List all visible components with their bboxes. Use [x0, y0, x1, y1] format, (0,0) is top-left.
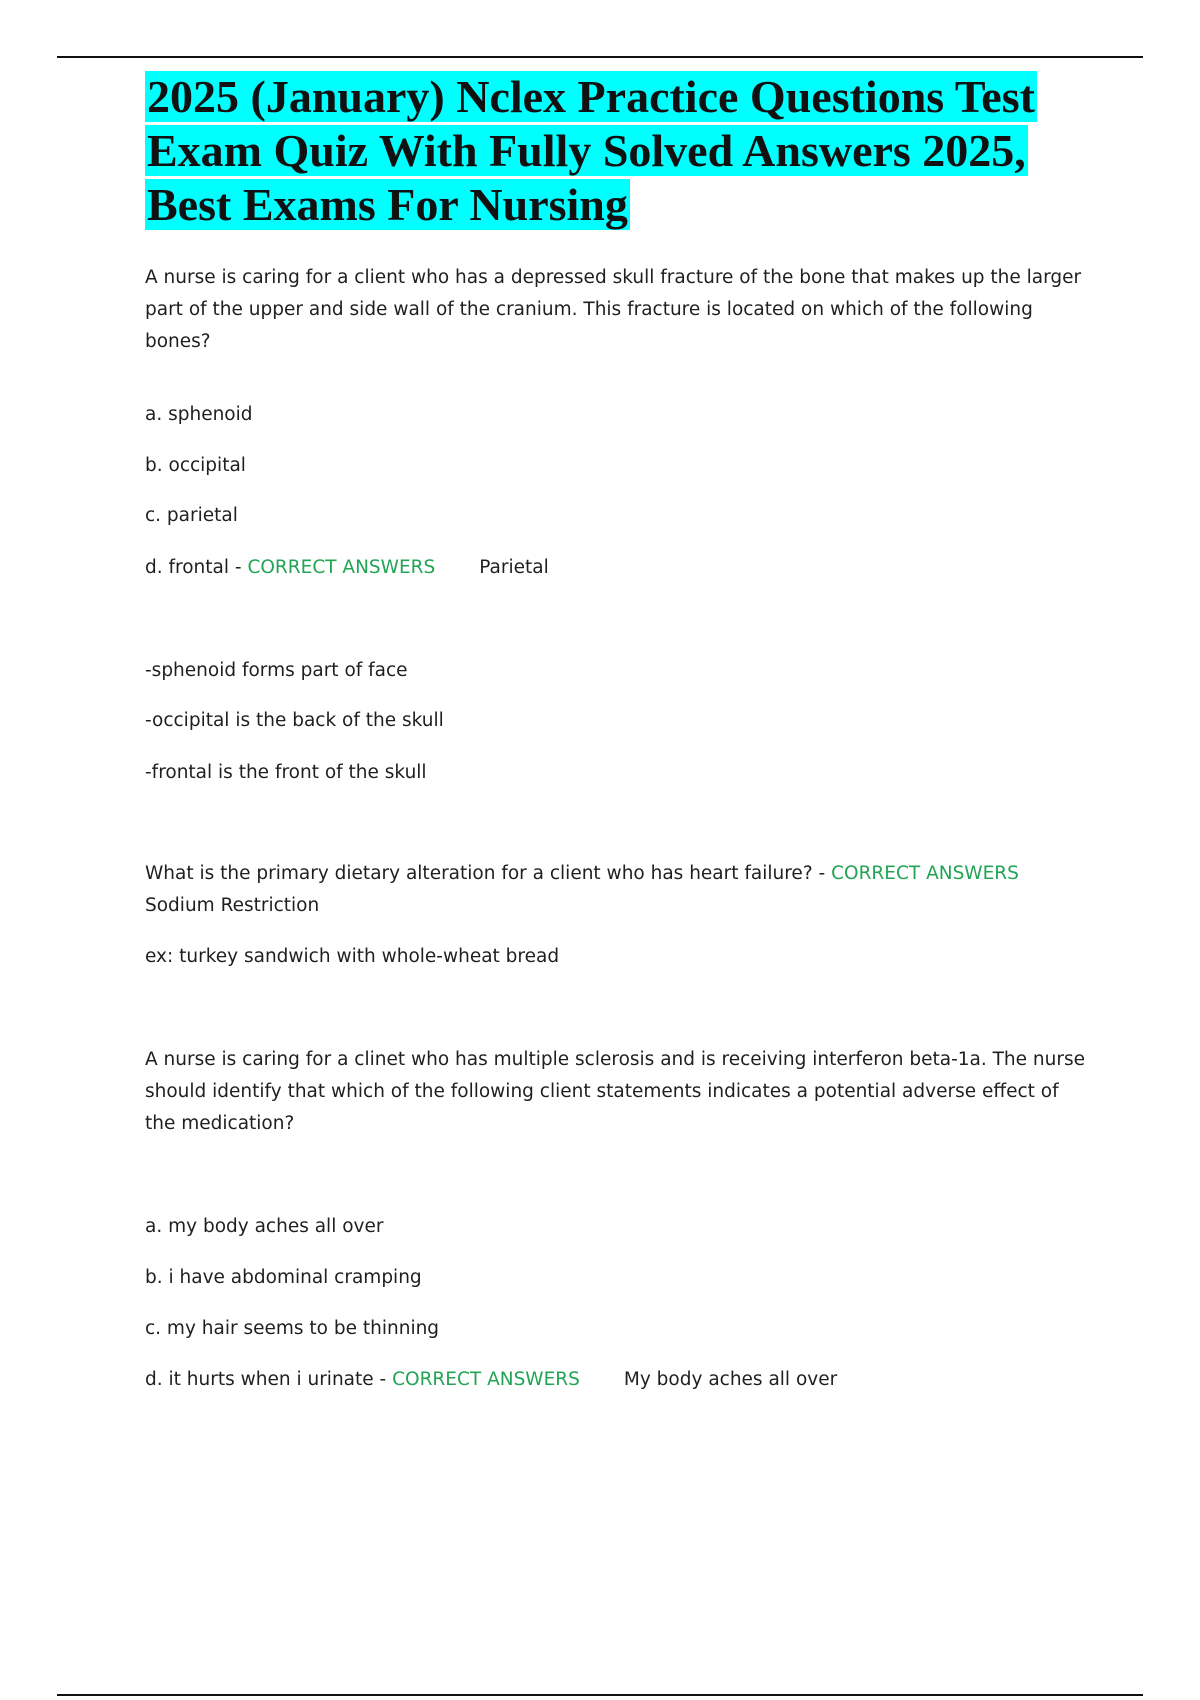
question-3-option-d-line [145, 1364, 837, 1396]
question-3-option-c: c. my hair seems to be thinning [145, 1318, 440, 1339]
correct-answers-label: CORRECT ANSWERS [831, 863, 1019, 884]
bottom-rule [57, 1694, 1143, 1696]
title-highlight: 2025 (January) Nclex Practice Questions Test Exam Quiz With Fully Solved Answers 2025, Best Exams For Nursing [147, 71, 1035, 230]
correct-answers-label: CORRECT ANSWERS [392, 1369, 580, 1390]
question-3-answer: My body aches all over [623, 1369, 838, 1390]
document-title [145, 70, 1085, 232]
question-2-stem: What is the primary dietary alteration for a client who has heart failure? - [145, 863, 826, 884]
question-3-option-b: b. i have abdominal cramping [145, 1267, 422, 1288]
question-3-stem: A nurse is caring for a clinet who has multiple sclerosis and is receiving interferon beta-1a. The nurse should identify that which of the following client statements indicates a potential adverse effect of the medication? [145, 1049, 1085, 1134]
question-1-answer: Parietal [479, 557, 549, 578]
question-1-stem: A nurse is caring for a client who has a depressed skull fracture of the bone that makes up the larger part of the upper and side wall of the cranium. This fracture is located on which of the following bones? [145, 267, 1082, 352]
question-1-option-d: d. frontal - [145, 557, 242, 578]
question-2-answer: Sodium Restriction [145, 895, 320, 916]
question-1-option-a: a. sphenoid [145, 404, 253, 425]
question-1-note-3: -frontal is the front of the skull [145, 762, 427, 783]
question-1-option-b: b. occipital [145, 455, 246, 476]
question-1-note-1: -sphenoid forms part of face [145, 660, 408, 681]
question-1-option-d-line [145, 552, 549, 584]
question-3-option-d: d. it hurts when i urinate - [145, 1369, 387, 1390]
top-rule [57, 56, 1143, 58]
question-2-note-1: ex: turkey sandwich with whole-wheat bread [145, 946, 560, 967]
question-3-option-a: a. my body aches all over [145, 1216, 384, 1237]
question-2-stem-line [145, 858, 1019, 890]
correct-answers-label: CORRECT ANSWERS [247, 557, 436, 578]
question-1-note-2: -occipital is the back of the skull [145, 710, 444, 731]
document-body [145, 70, 1085, 232]
question-1-option-c: c. parietal [145, 505, 238, 526]
